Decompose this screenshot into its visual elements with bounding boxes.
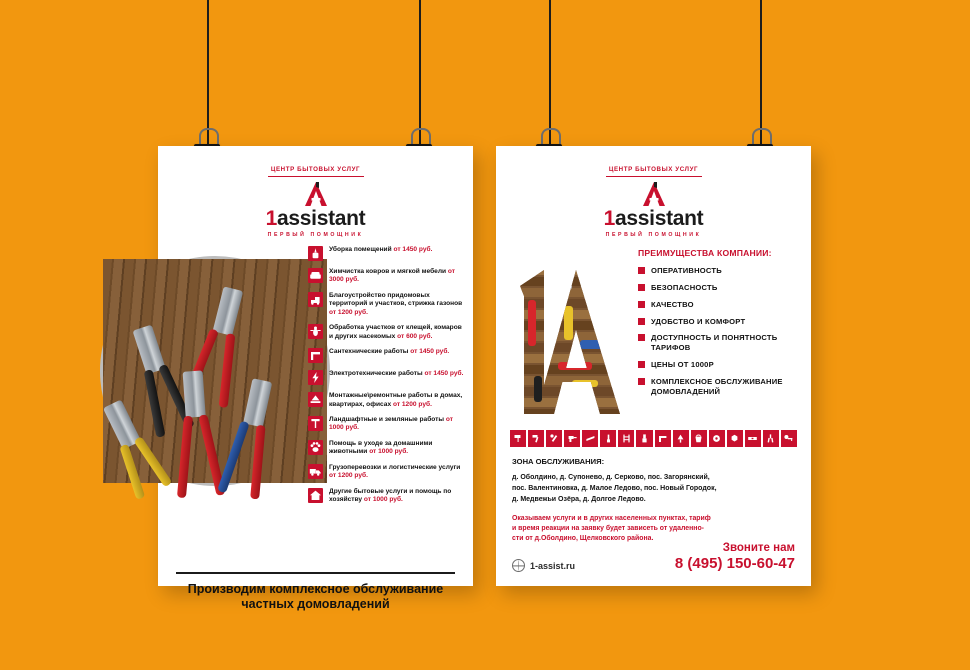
- square-bullet-icon: [638, 301, 645, 308]
- zone-line: д. Медвежьи Озёра, д. Долгое Ледово.: [512, 495, 646, 503]
- paint-roller-icon: [510, 430, 526, 447]
- service-text: [329, 324, 464, 341]
- poster-right: [496, 146, 811, 586]
- bolt-icon: [727, 430, 743, 447]
- zone-note: [512, 514, 795, 544]
- hanging-string-3: [549, 0, 551, 148]
- service-text: [329, 488, 464, 505]
- service-item: [308, 464, 464, 481]
- bucket-icon: [691, 430, 707, 447]
- logo-a-mark-icon: [641, 181, 667, 207]
- pet-icon: [308, 440, 323, 455]
- pliers-icon: [763, 430, 779, 447]
- brand-wordmark: [496, 208, 811, 229]
- advantage-item: [638, 377, 800, 397]
- service-item: [308, 268, 464, 285]
- house-icon: [308, 488, 323, 503]
- service-item: [308, 416, 464, 433]
- screwdriver-icon: [600, 430, 616, 447]
- advantages-block: [638, 248, 800, 404]
- advantage-item: [638, 300, 800, 310]
- electric-icon: [308, 370, 323, 385]
- hanging-string-4: [760, 0, 762, 148]
- website-link[interactable]: [512, 559, 575, 572]
- service-label: Ландшафтные и земляные работы: [329, 415, 444, 423]
- website-label: 1-assist.ru: [530, 560, 576, 571]
- zone-title: ЗОНА ОБСЛУЖИВАНИЯ:: [512, 457, 605, 466]
- service-item: [308, 440, 464, 457]
- pest-icon: [308, 324, 323, 339]
- advantage-item: [638, 317, 800, 327]
- tape-icon: [709, 430, 725, 447]
- service-price: от 1200 руб.: [392, 400, 432, 408]
- service-item: [308, 392, 464, 409]
- left-poster-body: [158, 238, 473, 568]
- service-text: [329, 464, 464, 481]
- service-label: Электротехнические работы: [329, 370, 423, 378]
- zone-list: [512, 473, 795, 506]
- zone-line: пос. Валентиновка, д. Малое Ледово, пос. Новый Городок,: [512, 484, 717, 492]
- services-list: [308, 246, 464, 511]
- pliers-photo: [100, 256, 330, 486]
- square-bullet-icon: [638, 361, 645, 368]
- trowel-icon: [673, 430, 689, 447]
- advantage-label: УДОБСТВО И КОМФОРТ: [651, 316, 746, 326]
- advantage-item: [638, 333, 800, 353]
- advantages-title: ПРЕИМУЩЕСТВА КОМПАНИИ:: [638, 248, 772, 258]
- hanging-string-1: [207, 0, 209, 148]
- service-text: [329, 392, 464, 409]
- service-label: Монтажные\ремонтные работы в домах, квартирах, офисах: [329, 392, 463, 408]
- zone-line: д. Оболдино, д. Супонево, д. Серково, пос. Загорянский,: [512, 474, 710, 481]
- globe-icon: [512, 559, 525, 572]
- service-item: [308, 348, 464, 363]
- square-bullet-icon: [638, 267, 645, 274]
- brand-wordmark-one: 1: [603, 207, 616, 230]
- advantage-label: БЕЗОПАСНОСТЬ: [651, 282, 718, 292]
- advantage-item: [638, 360, 800, 370]
- wrench-icon: [546, 430, 562, 447]
- service-label: Уборка помещений: [329, 246, 392, 253]
- service-label: Сантехнические работы: [329, 348, 409, 356]
- service-price: от 1450 руб.: [393, 246, 433, 253]
- cleaning-icon: [308, 246, 323, 261]
- right-poster-footer: [496, 542, 811, 572]
- ladder-icon: [618, 430, 634, 447]
- truck-icon: [308, 464, 323, 479]
- key-icon: [781, 430, 797, 447]
- tagline-line-1: Производим комплексное обслуживание: [187, 581, 444, 596]
- advantage-label: ЦЕНЫ ОТ 1000Р: [651, 360, 714, 370]
- square-bullet-icon: [638, 284, 645, 291]
- service-label: Химчистка ковров и мягкой мебели: [329, 268, 447, 275]
- pipe-icon: [655, 430, 671, 447]
- poster-left: [158, 146, 473, 612]
- lawn-icon: [308, 292, 323, 307]
- advantage-label: ДОСТУПНОСТЬ И ПОНЯТНОСТЬ ТАРИФОВ: [651, 333, 778, 353]
- logo-a-mark-icon: [303, 181, 329, 207]
- service-text: [329, 440, 464, 457]
- service-text: [329, 268, 464, 285]
- drill-icon: [564, 430, 580, 447]
- service-label: Другие бытовые услуги и помощь по хозяйству: [329, 487, 452, 503]
- service-price: от 1000 руб.: [369, 448, 409, 456]
- service-label: Обработка участков от клещей, комаров и других насекомых: [329, 324, 462, 340]
- square-bullet-icon: [638, 378, 645, 385]
- service-price: от 1450 руб.: [424, 370, 464, 378]
- brand-subtitle: ПЕРВЫЙ ПОМОЩНИК: [267, 232, 364, 238]
- service-price: от 1000 руб.: [329, 415, 453, 432]
- zone-note-line: Оказываем услуги и в других населенных пунктах, тариф: [512, 514, 711, 522]
- service-text: [329, 246, 432, 254]
- brand-kicker: ЦЕНТР БЫТОВЫХ УСЛУГ: [608, 166, 699, 173]
- brand-wordmark-rest: assistant: [277, 207, 366, 230]
- brand-kicker: ЦЕНТР БЫТОВЫХ УСЛУГ: [270, 166, 361, 173]
- service-item: [308, 324, 464, 341]
- service-price: от 3000 руб.: [329, 268, 456, 284]
- plumbing-icon: [308, 348, 323, 363]
- saw-icon: [582, 430, 598, 447]
- square-bullet-icon: [638, 318, 645, 325]
- service-price: от 600 руб.: [397, 332, 433, 340]
- service-price: от 1200 руб.: [329, 472, 368, 480]
- brand-wordmark-rest: assistant: [615, 207, 704, 230]
- service-item: [308, 292, 464, 317]
- brand-subtitle: ПЕРВЫЙ ПОМОЩНИК: [605, 232, 702, 238]
- square-bullet-icon: [638, 334, 645, 341]
- advantage-label: ОПЕРАТИВНОСТЬ: [651, 266, 722, 275]
- brush-icon: [636, 430, 652, 447]
- service-price: от 1200 руб.: [329, 308, 368, 316]
- monogram-photo: [510, 244, 630, 420]
- service-price: от 1000 руб.: [363, 496, 403, 503]
- service-item: [308, 370, 464, 385]
- service-text: [329, 370, 463, 378]
- advantage-label: КОМПЛЕКСНОЕ ОБСЛУЖИВАНИЕ ДОМОВЛАДЕНИЙ: [651, 377, 783, 396]
- brand-header-left: [158, 146, 473, 238]
- hammer-icon: [528, 430, 544, 447]
- tagline-line-2: частных домовладений: [241, 597, 390, 612]
- brand-header-right: [496, 146, 811, 238]
- service-label: Грузоперевозки и логистические услуги: [329, 463, 461, 471]
- service-text: [329, 348, 449, 356]
- sofa-icon: [308, 268, 323, 283]
- brand-wordmark: [158, 208, 473, 229]
- service-text: [329, 416, 464, 433]
- zone-note-line: сти от д.Оболдино, Щелковского района.: [512, 534, 654, 542]
- service-zone-block: [496, 447, 811, 544]
- service-label: Благоустройство придомовых территорий и участков, стрижка газонов: [329, 291, 463, 308]
- right-poster-top: [496, 238, 811, 424]
- footer-divider: [176, 572, 455, 574]
- advantage-item: [638, 266, 800, 276]
- hanging-string-2: [419, 0, 421, 148]
- landscape-icon: [308, 416, 323, 431]
- call-label: Звоните нам: [722, 542, 795, 555]
- brand-kicker-rule: [268, 176, 364, 177]
- service-text: [329, 292, 464, 317]
- level-icon: [745, 430, 761, 447]
- phone-number[interactable]: 8 (495) 150-60-47: [674, 554, 795, 572]
- service-item: [308, 488, 464, 505]
- repair-icon: [308, 392, 323, 407]
- zone-note-line: и время реакции на заявку будет зависеть от удаленно-: [512, 524, 704, 532]
- tool-icon-strip: [496, 430, 811, 447]
- advantage-item: [638, 283, 800, 293]
- service-price: от 1450 руб.: [410, 348, 450, 356]
- service-label: Помощь в уходе за домашними животными: [329, 439, 433, 456]
- call-block: [675, 542, 795, 572]
- brand-wordmark-one: 1: [265, 207, 278, 230]
- service-item: [308, 246, 464, 261]
- brand-kicker-rule: [606, 176, 702, 177]
- advantage-label: КАЧЕСТВО: [651, 299, 694, 309]
- left-poster-footer: [158, 582, 473, 613]
